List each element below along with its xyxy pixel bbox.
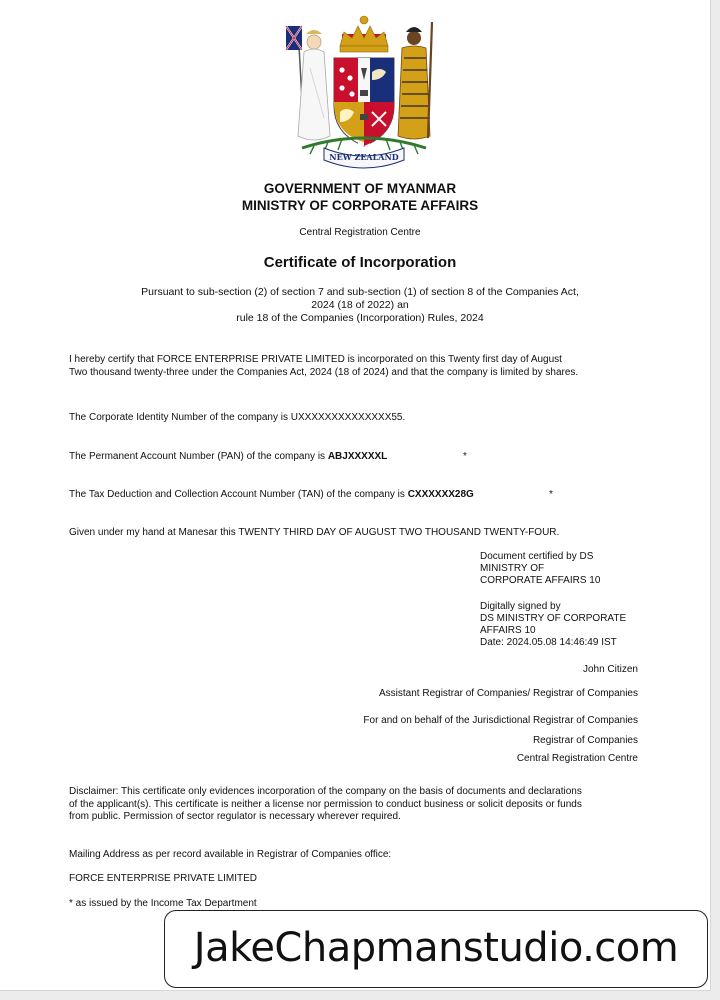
certificate-title: Certificate of Incorporation — [263, 254, 457, 271]
signed-line: DS MINISTRY OF CORPORATE — [480, 613, 627, 624]
government-heading: GOVERNMENT OF MYANMAR — [263, 181, 457, 196]
signed-line: AFFAIRS 10 — [480, 625, 536, 636]
on-behalf-line: For and on behalf of the Jurisdictional Registrar of Companies — [363, 715, 638, 726]
pan-statement — [69, 451, 387, 464]
disclaimer — [69, 786, 582, 824]
signed-line: Digitally signed by — [480, 601, 561, 612]
cin-statement: The Corporate Identity Number of the company is UXXXXXXXXXXXXXX55. — [69, 412, 406, 423]
certify-statement — [69, 354, 578, 379]
ministry-heading: MINISTRY OF CORPORATE AFFAIRS — [241, 198, 479, 213]
pursuant-line: 2024 (18 of 2022) an — [311, 299, 409, 311]
registrar-line: Registrar of Companies — [532, 735, 638, 746]
tan-value: CXXXXXX28G — [407, 489, 474, 500]
certify-line: I hereby certify that FORCE ENTERPRISE PRIVATE LIMITED is incorporated on this Twenty first day of August — [69, 354, 562, 365]
certified-line: Document certified by DS — [480, 551, 594, 562]
pan-value: ABJXXXXXL — [327, 451, 388, 462]
tan-asterisk: * — [549, 489, 553, 500]
given-under-statement: Given under my hand at Manesar this TWENTY THIRD DAY OF AUGUST TWO THOUSAND TWENTY-FOUR. — [69, 527, 560, 538]
pan-asterisk: * — [463, 451, 467, 462]
signatory-role: Assistant Registrar of Companies/ Registrar of Companies — [379, 688, 638, 699]
signed-date: Date: 2024.05.08 14:46:49 IST — [480, 637, 617, 648]
tan-label: The Tax Deduction and Collection Account Number (TAN) of the company is — [69, 489, 408, 500]
certified-line: CORPORATE AFFAIRS 10 — [480, 575, 601, 586]
digital-signature-block — [480, 601, 626, 649]
watermark-banner: JakeChapmanstudio.com — [164, 910, 708, 988]
pan-label: The Permanent Account Number (PAN) of the company is — [69, 451, 328, 462]
pursuant-line: Pursuant to sub-section (2) of section 7 and sub-section (1) of section 8 of the Companies Act, — [141, 286, 579, 298]
signatory-name: John Citizen — [582, 664, 638, 675]
crest-scroll-text: NEW ZEALAND — [329, 152, 399, 162]
coat-of-arms-icon — [284, 8, 444, 170]
disclaimer-line: of the applicant(s). This certificate is neither a license nor permission to conduct business or solicit deposits or funds — [69, 798, 582, 810]
document-certified-block — [480, 551, 600, 587]
registration-centre: Central Registration Centre — [299, 227, 421, 238]
disclaimer-line: from public. Permission of sector regulator is necessary wherever required. — [69, 811, 401, 822]
tan-statement — [69, 489, 474, 502]
mailing-address-label: Mailing Address as per record available in Registrar of Companies office: — [69, 849, 392, 860]
certify-line: Two thousand twenty-three under the Companies Act, 2024 (18 of 2024) and that the company is limited by shares. — [69, 366, 579, 378]
certified-line: MINISTRY OF — [480, 563, 545, 574]
disclaimer-line: Disclaimer: This certificate only evidences incorporation of the company on the basis of documents and declarations — [69, 786, 582, 797]
pursuant-statement — [0, 286, 720, 325]
mailing-company-name: FORCE ENTERPRISE PRIVATE LIMITED — [69, 873, 257, 884]
income-tax-note: * as issued by the Income Tax Department — [69, 898, 257, 909]
pursuant-line: rule 18 of the Companies (Incorporation) Rules, 2024 — [236, 312, 484, 324]
registrar-centre-line: Central Registration Centre — [516, 753, 638, 764]
